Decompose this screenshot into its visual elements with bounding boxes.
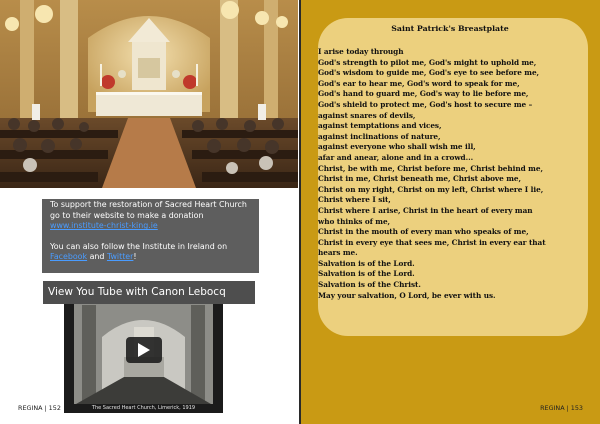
poem-line: Christ, be with me, Christ before me, Christ behind me, bbox=[318, 163, 543, 173]
video-caption: The Sacred Heart Church, Limerick, 1919 bbox=[91, 405, 196, 411]
poem-line: Christ where I sit, bbox=[318, 195, 391, 205]
poem-line: who thinks of me, bbox=[318, 216, 391, 226]
support-text-line-2: go to their website to make a donation bbox=[50, 210, 204, 220]
play-button-icon[interactable] bbox=[126, 337, 162, 363]
poem-line: God's ear to hear me, God's word to speak for me, bbox=[318, 78, 520, 88]
poem-line: Christ where I arise, Christ in the heart of every man bbox=[318, 205, 533, 215]
poem-line: Christ on my right, Christ on my left, Christ where I lie, bbox=[318, 184, 544, 194]
youtube-video-thumbnail[interactable] bbox=[64, 297, 223, 413]
poem-line: Christ in me, Christ beneath me, Christ above me, bbox=[318, 174, 521, 184]
poem-line: May your salvation, O Lord, be ever with us. bbox=[318, 290, 496, 300]
right-page bbox=[301, 0, 600, 424]
support-info-box bbox=[42, 199, 259, 273]
church-interior-photo bbox=[0, 0, 298, 188]
poem-title: Saint Patrick's Breastplate bbox=[391, 24, 509, 33]
poem-line: Christ in the mouth of every man who speaks of me, bbox=[318, 227, 529, 237]
follow-text: You can also follow the Institute in Ireland on bbox=[50, 241, 228, 251]
poem-line: God's shield to protect me, God's host to secure me – bbox=[318, 99, 533, 109]
exclamation-text: ! bbox=[133, 252, 137, 262]
twitter-link[interactable]: Twitter bbox=[106, 252, 134, 262]
poem-line: Salvation is of the Lord. bbox=[318, 269, 415, 279]
poem-line: against snares of devils, bbox=[318, 110, 416, 120]
poem-line: I arise today through bbox=[318, 47, 404, 56]
institute-website-link[interactable]: www.institute-christ-king.ie bbox=[50, 221, 158, 231]
support-text-line-1: To support the restoration of Sacred Heart Church bbox=[50, 200, 247, 209]
poem-panel bbox=[318, 18, 588, 336]
poem-line: God's strength to pilot me, God's might to uphold me, bbox=[318, 57, 537, 67]
poem-line: against inclinations of nature, bbox=[318, 131, 441, 141]
youtube-banner[interactable] bbox=[43, 281, 255, 304]
youtube-banner-label: View You Tube with Canon Lebocq bbox=[48, 286, 226, 298]
poem-line: hears me. bbox=[318, 248, 358, 258]
poem-line: Salvation is of the Christ. bbox=[318, 280, 421, 290]
facebook-link[interactable]: Facebook bbox=[50, 252, 88, 262]
poem-line: Christ in every eye that sees me, Christ in every ear that bbox=[318, 237, 546, 247]
poem-line: God's wisdom to guide me, God's eye to see before me, bbox=[318, 68, 540, 78]
poem-line: against temptations and vices, bbox=[318, 121, 442, 131]
poem-line: afar and anear, alone and in a crowd... bbox=[318, 152, 474, 162]
poem-line: against everyone who shall wish me ill, bbox=[318, 142, 476, 152]
page-number-right: REGINA | 153 bbox=[540, 404, 583, 412]
poem-lines bbox=[318, 35, 582, 301]
paragraph-gap bbox=[50, 232, 253, 242]
poem-line: Salvation is of the Lord. bbox=[318, 258, 415, 268]
poem-line: God's hand to guard me, God's way to lie before me, bbox=[318, 89, 529, 99]
page-number-left: REGINA | 152 bbox=[18, 404, 61, 412]
and-text: and bbox=[87, 252, 107, 262]
